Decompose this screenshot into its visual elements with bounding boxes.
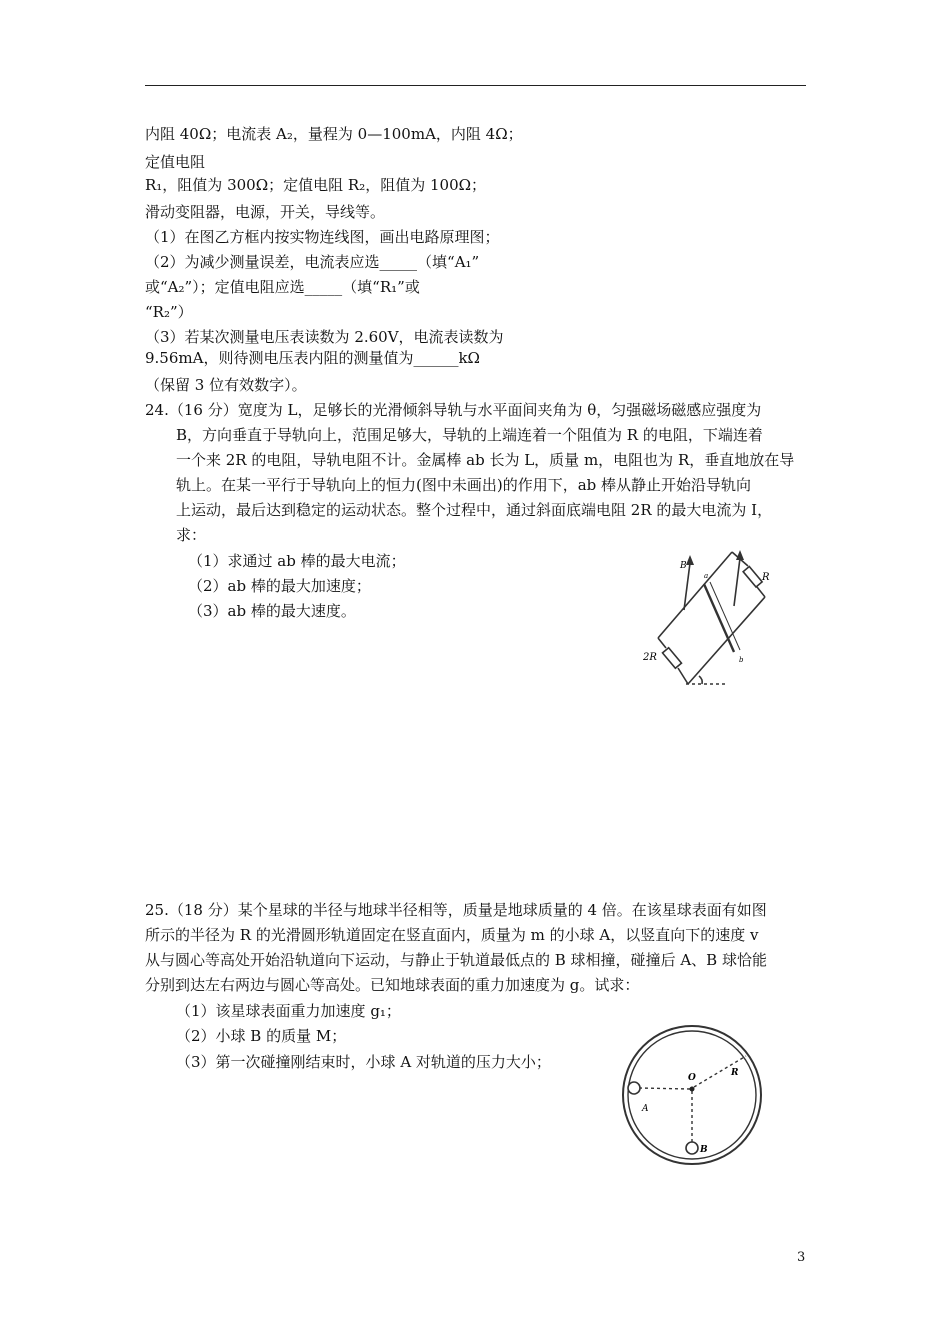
q24-line: 24.（16 分）宽度为 L，足够长的光滑倾斜导轨与水平面间夹角为 θ，匀强磁场磁感应强度为 xyxy=(145,401,762,419)
radius-label-R: R xyxy=(731,1068,739,1078)
q25-subquestion: （2）小球 B 的质量 M； xyxy=(176,1027,347,1045)
page-number: 3 xyxy=(797,1250,806,1265)
q25-line: 所示的半径为 R 的光滑圆形轨道固定在竖直面内，质量为 m 的小球 A，以竖直向下的速度 v xyxy=(145,926,759,944)
field-label-B: B xyxy=(680,561,687,571)
text-line: R₁，阻值为 300Ω；定值电阻 R₂，阻值为 100Ω； xyxy=(145,176,487,194)
q24-line: B，方向垂直于导轨向上，范围足够大，导轨的上端连着一个阻值为 R 的电阻，下端连着 xyxy=(176,426,763,444)
q24-subquestion: （3）ab 棒的最大速度。 xyxy=(188,602,356,620)
rod-end-label-a: a xyxy=(704,572,709,580)
q25-line: 分别到达左右两边与圆心等高处。已知地球表面的重力加速度为 g。试求： xyxy=(145,976,640,994)
q24-subquestion: （2）ab 棒的最大加速度； xyxy=(188,577,371,595)
q25-subquestion: （1）该星球表面重力加速度 g₁； xyxy=(176,1002,401,1020)
q24-line: 上运动，最后达到稳定的运动状态。整个过程中，通过斜面底端电阻 2R 的最大电流为 I， xyxy=(176,501,773,519)
text-line: 9.56mA，则待测电压表内阻的测量值为______kΩ xyxy=(145,349,480,367)
q24-subquestion: （1）求通过 ab 棒的最大电流； xyxy=(188,552,406,570)
q24-line: 轨上。在某一平行于导轨向上的恒力(图中未画出)的作用下，ab 棒从静止开始沿导轨向 xyxy=(176,476,752,494)
q24-rails-figure xyxy=(636,538,786,698)
ball-label-B: B xyxy=(700,1145,708,1155)
text-line: （3）若某次测量电压表读数为 2.60V，电流表读数为 xyxy=(145,328,504,346)
q24-line: 一个来 2R 的电阻，导轨电阻不计。金属棒 ab 长为 L，质量 m，电阻也为 R，垂直地放在导 xyxy=(176,451,795,469)
text-line: （保留 3 位有效数字）。 xyxy=(145,376,307,394)
rod-end-label-b: b xyxy=(739,656,744,664)
resistor-label-2R: 2R xyxy=(643,652,657,663)
text-line: 或“A₂”）；定值电阻应选_____（填“R₁”或 xyxy=(145,278,420,296)
q24-line: 求： xyxy=(176,526,207,544)
ball-label-A: A xyxy=(642,1104,649,1114)
resistor-label-R: R xyxy=(762,572,770,583)
text-line: 滑动变阻器，电源，开关，导线等。 xyxy=(145,203,386,221)
text-line: （2）为减少测量误差，电流表应选_____（填“A₁” xyxy=(145,253,480,271)
q25-line: 从与圆心等高处开始沿轨道向下运动，与静止于轨道最低点的 B 球相撞，碰撞后 A、B 球恰能 xyxy=(145,951,767,969)
text-line: （1）在图乙方框内按实物连线图，画出电路原理图； xyxy=(145,228,500,246)
q25-circular-track-figure xyxy=(618,1020,768,1170)
header-rule xyxy=(145,85,806,86)
q25-line: 25.（18 分）某个星球的半径与地球半径相等，质量是地球质量的 4 倍。在该星球表面有如图 xyxy=(145,901,767,919)
text-line: 定值电阻 xyxy=(145,153,206,171)
text-line: 内阻 40Ω；电流表 A₂，量程为 0—100mA，内阻 4Ω； xyxy=(145,125,523,143)
text-line: “R₂”） xyxy=(145,303,193,321)
q25-subquestion: （3）第一次碰撞刚结束时，小球 A 对轨道的压力大小； xyxy=(176,1053,551,1071)
center-label-O: O xyxy=(688,1073,696,1083)
